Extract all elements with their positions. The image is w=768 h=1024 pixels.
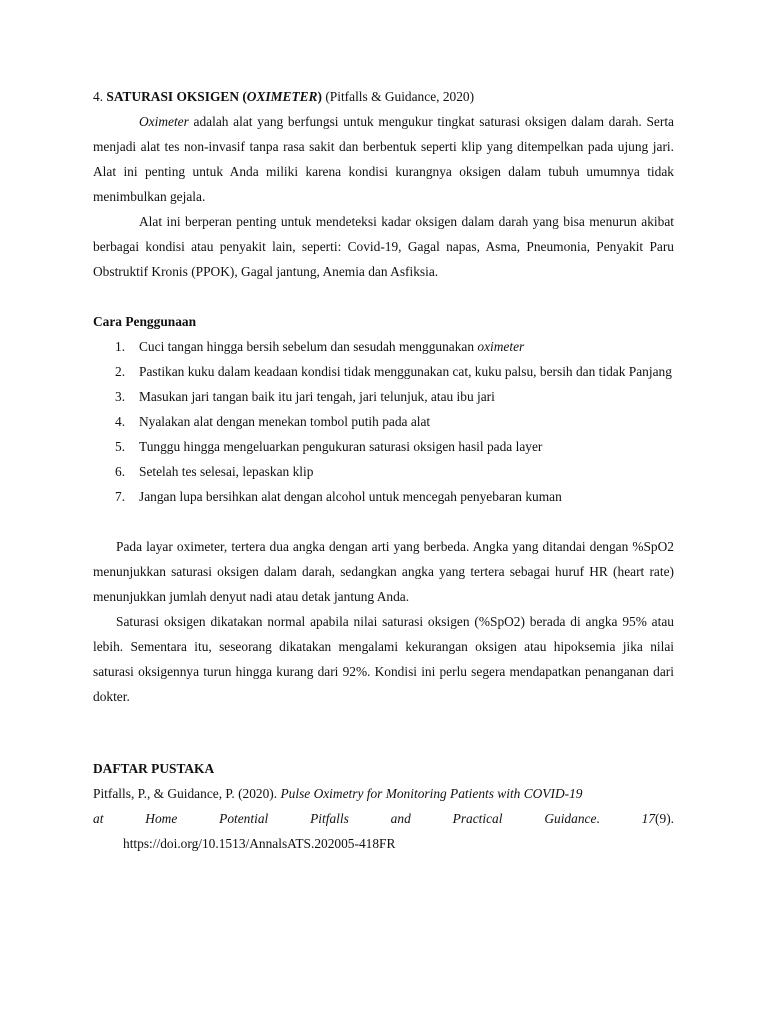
reference-authors: Pitfalls, P., & Guidance, P. (2020). [93,786,281,801]
section-title-bold [106,89,322,104]
section-title-part-b: ) [317,89,322,104]
reference-title-line2: at Home Potential Pitfalls and Practical Guidance [93,811,597,826]
step-text: Pastikan kuku dalam keadaan kondisi tidak menggunakan cat, kuku palsu, bersih dan tidak Panjang [139,364,672,379]
definition-text: adalah alat yang berfungsi untuk mengukur tingkat saturasi oksigen dalam darah. Serta menjadi alat tes non-invasif tanpa rasa sakit dan berbentuk seperti klip yang ditempelkan pada ujung jari. Alat ini penting untuk Anda miliki karena kondisi kurangnya oksigen dalam tubuh umumnya tidak menimbulkan gejala. [93,114,674,204]
list-item [93,384,674,409]
spacer [93,284,674,309]
reference-separator: . [596,811,642,826]
step-text: Tunggu hingga mengeluarkan pengukuran saturasi oksigen hasil pada layer [139,439,543,454]
spacer [93,709,674,756]
paragraph-normal-saturation: Saturasi oksigen dikatakan normal apabila nilai saturasi oksigen (%SpO2) berada di angka 95% atau lebih. Sementara itu, seseorang dikatakan mengalami kekurangan oksigen atau hipoksemia jika nilai saturasi oksigennya turun hingga kurang dari 92%. Kondisi ini perlu segera mendapatkan penanganan dari dokter. [93,614,674,704]
section-heading [93,84,674,109]
step-number: 7. [115,489,126,504]
oximeter-term: Oximeter [139,114,189,129]
step-text: Masukan jari tangan baik itu jari tengah, jari telunjuk, atau ibu jari [139,389,495,404]
step-number: 3. [115,389,126,404]
section-title-italic: OXIMETER [246,89,318,104]
reference-title-line1: Pulse Oximetry for Monitoring Patients with COVID-19 [280,786,583,801]
step-text: Jangan lupa bersihkan alat dengan alcohol untuk mencegah penyebaran kuman [139,489,562,504]
list-item [93,434,674,459]
spacer [93,509,674,534]
list-item [93,459,674,484]
list-item [93,484,674,509]
section-title-part-a: SATURASI OKSIGEN ( [106,89,247,104]
step-number: 1. [115,339,126,354]
step-number: 5. [115,439,126,454]
section-citation: (Pitfalls & Guidance, 2020) [321,89,475,104]
step-italic: oximeter [477,339,525,354]
list-item [93,409,674,434]
section-number: 4. [93,89,104,104]
step-text: Cuci tangan hingga bersih sebelum dan sesudah menggunakan [139,339,478,354]
reference-title-line2-row [93,806,675,831]
usage-steps-list [93,334,674,509]
reference-entry [93,781,674,856]
step-text: Setelah tes selesai, lepaskan klip [139,464,314,479]
step-number: 6. [115,464,126,479]
paragraph-display-readings: Pada layar oximeter, tertera dua angka dengan arti yang berbeda. Angka yang ditandai dengan %SpO2 menunjukkan saturasi oksigen dalam darah, sedangkan angka yang tertera sebagai huruf HR (heart rate) menunjukkan jumlah denyut nadi atau detak jantung Anda. [93,539,674,604]
list-item [93,334,674,359]
document-page [93,84,674,856]
reference-issue: (9). [655,811,675,826]
usage-title: Cara Penggunaan [93,314,197,329]
step-number: 2. [115,364,126,379]
paragraph-oximeter-importance: Alat ini berperan penting untuk mendeteksi kadar oksigen dalam darah yang bisa menurun akibat berbagai kondisi atau penyakit lain, seperti: Covid-19, Gagal napas, Asma, Pneumonia, Penyakit Paru Obstruktif Kronis (PPOK), Gagal jantung, Anemia dan Asfiksia. [93,214,674,279]
paragraph-oximeter-definition [93,109,674,209]
step-text: Nyalakan alat dengan menekan tombol putih pada alat [139,414,431,429]
references-title: DAFTAR PUSTAKA [93,761,215,776]
reference-volume: 17 [641,811,656,826]
reference-doi: https://doi.org/10.1513/AnnalsATS.202005-418FR [123,836,396,851]
list-item [93,359,674,384]
step-number: 4. [115,414,126,429]
